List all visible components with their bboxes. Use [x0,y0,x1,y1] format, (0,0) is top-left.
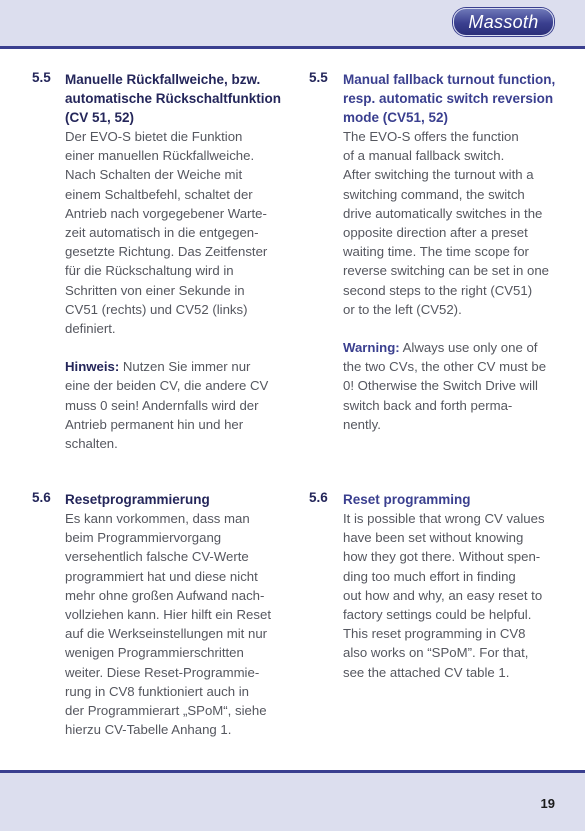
note-de-5-5 [65,357,290,453]
body-line: auf die Werkseinstellungen mit nur [65,626,268,642]
body-line: beim Programmiervorgang [65,530,222,546]
title-line: Reset programming [343,492,471,507]
title-line: Resetprogrammierung [65,492,210,507]
title-line: resp. automatic switch reversion [343,91,554,106]
section-en-5-5 [343,70,573,434]
warning-line: Always use only one of [399,340,538,356]
body-line: Nach Schalten der Weiche mit [65,167,243,183]
body-line: reverse switching can be set in one [343,263,549,279]
body-line: rung in CV8 funktioniert auch in [65,683,250,699]
body-line: wenigen Programmierschritten [65,645,244,661]
header-divider [0,46,585,49]
section-number-de-5-6: 5.6 [32,490,51,505]
section-number-en-5-5: 5.5 [309,70,328,85]
page-number: 19 [540,796,555,811]
body-line: drive automatically switches in the [343,205,543,221]
body-line: It is possible that wrong CV values [343,511,545,526]
section-title-de-5-5 [65,70,290,127]
body-line: waiting time. The time scope for [343,244,529,260]
warning-line: 0! Otherwise the Switch Drive will [343,378,538,394]
body-line: switching command, the switch [343,186,525,202]
body-line: der Programmierart „SPoM“, siehe [65,703,267,719]
body-line: gesetzte Richtung. Das Zeitfenster [65,244,268,260]
body-line: Antrieb nach vorgegebener Warte- [65,205,267,221]
warning-label: Warning: [343,340,400,356]
section-number-de-5-5: 5.5 [32,70,51,85]
warning-line: nently. [343,416,381,432]
title-line: automatische Rückschaltfunktion [65,91,282,106]
body-line: versehentlich falsche CV-Werte [65,549,249,565]
warning-en-5-5 [343,338,573,434]
body-line: This reset programming in CV8 [343,626,526,642]
body-line: factory settings could be helpful. [343,607,532,623]
body-line: have been set without knowing [343,530,524,546]
massoth-logo: Massoth [453,8,554,36]
body-de-5-5 [65,127,290,338]
title-line: mode (CV51, 52) [343,110,449,125]
section-de-5-5 [65,70,290,453]
body-line: second steps to the right (CV51) [343,282,533,298]
body-line: mehr ohne großen Aufwand nach- [65,587,265,603]
body-line: Der EVO-S bietet die Funktion [65,129,243,144]
body-line: programmiert hat und diese nicht [65,568,258,584]
title-line: Manuelle Rückfallweiche, bzw. [65,72,261,87]
section-title-de-5-6 [65,490,290,509]
note-line: Nutzen Sie immer nur [119,359,251,375]
body-line: zeit automatisch in die entgegen- [65,225,259,241]
note-line: eine der beiden CV, die andere CV [65,378,269,394]
body-line: see the attached CV table 1. [343,664,510,680]
body-line: definiert. [65,321,116,337]
body-line: Es kann vorkommen, dass man [65,511,250,526]
title-line: (CV 51, 52) [65,110,135,125]
body-line: or to the left (CV52). [343,301,462,317]
body-line: how they got there. Without spen- [343,549,541,565]
footer-band [0,773,585,831]
body-line: out how and why, an easy reset to [343,587,543,603]
note-label: Hinweis: [65,359,120,375]
body-line: of a manual fallback switch. [343,148,505,164]
body-line: After switching the turnout with a [343,167,534,183]
body-line: CV51 (rechts) und CV52 (links) [65,301,248,317]
warning-line: switch back and forth perma- [343,397,513,413]
body-line: hierzu CV-Tabelle Anhang 1. [65,722,232,738]
section-title-en-5-5 [343,70,573,127]
body-line: The EVO-S offers the function [343,129,519,144]
note-line: Antrieb permanent hin und her [65,416,244,432]
body-line: vollziehen kann. Hier hilft ein Reset [65,607,271,623]
body-en-5-5 [343,127,573,319]
body-line: opposite direction after a preset [343,225,528,241]
note-line: muss 0 sein! Andernfalls wird der [65,397,259,413]
note-line: schalten. [65,436,118,452]
body-line: einer manuellen Rückfallweiche. [65,148,255,164]
section-en-5-6 [343,490,573,682]
title-line: Manual fallback turnout function, [343,72,556,87]
warning-line: the two CVs, the other CV must be [343,359,547,375]
body-line: einem Schaltbefehl, schaltet der [65,186,253,202]
section-title-en-5-6 [343,490,573,509]
body-de-5-6 [65,509,290,739]
body-line: ding too much effort in finding [343,568,516,584]
section-number-en-5-6: 5.6 [309,490,328,505]
body-en-5-6 [343,509,573,682]
body-line: für die Rückschaltung wird in [65,263,234,279]
body-line: Schritten von einer Sekunde in [65,282,245,298]
body-line: weiter. Diese Reset-Programmie- [65,664,260,680]
section-de-5-6 [65,490,290,739]
body-line: also works on “SPoM”. For that, [343,645,529,661]
